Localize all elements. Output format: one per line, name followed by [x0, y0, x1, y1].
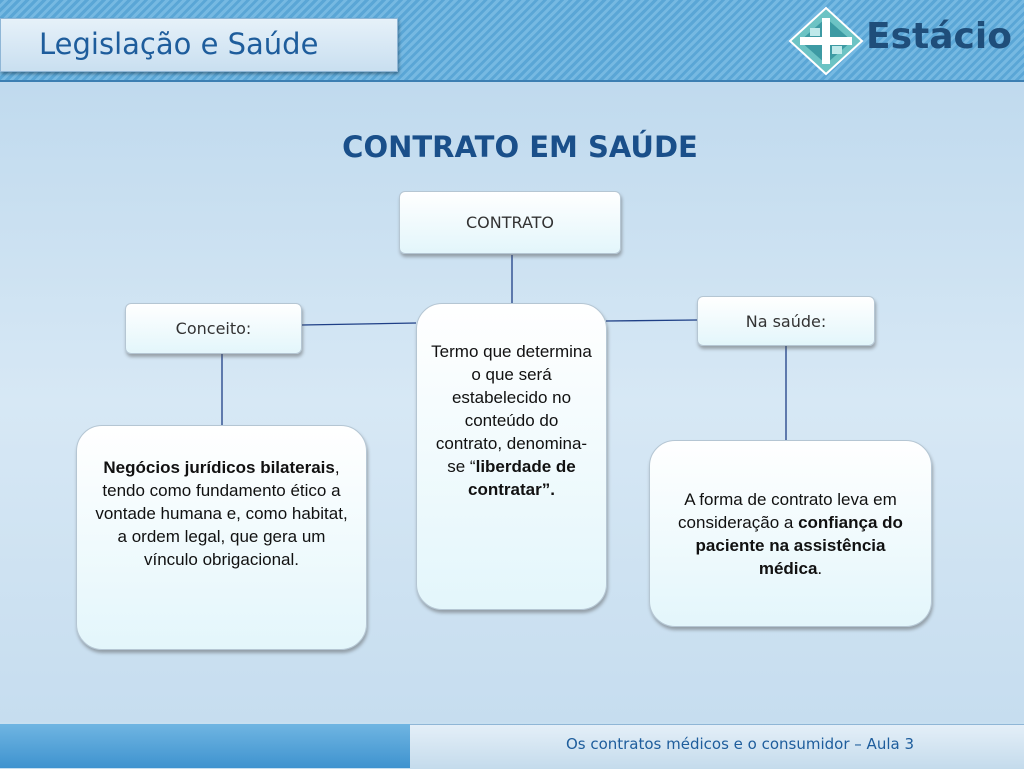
- concept-bold: Negócios jurídicos bilaterais: [103, 458, 335, 477]
- na-saude-node: [697, 296, 875, 346]
- concept-node: [76, 425, 367, 650]
- footer-text: Os contratos médicos e o consumidor – Aula 3: [565, 735, 914, 753]
- connector-center-nasaude: [606, 320, 697, 321]
- contrato-node: [399, 191, 621, 254]
- definition-bold: liberdade de contratar”.: [468, 457, 576, 499]
- connector-conceito-center: [302, 323, 416, 325]
- health-end: .: [817, 558, 823, 578]
- health-bold: confiança do paciente na assistência médica: [695, 512, 903, 578]
- logo-text: Estácio: [866, 16, 1012, 57]
- conceito-node: [125, 303, 302, 354]
- footer-bar: [410, 724, 1024, 769]
- course-title: Legislação e Saúde: [39, 27, 319, 61]
- concept-text: , tendo como fundamento ético a vontade humana e, como habitat, a ordem legal, que gera um vínculo obrigacional.: [95, 458, 348, 569]
- na-saude-label: Na saúde:: [745, 311, 827, 331]
- conceito-label: Conceito:: [175, 319, 252, 338]
- health-text: A forma de contrato leva em consideração a: [678, 489, 897, 532]
- definition-text: Termo que determina o que será estabelecido no conteúdo do contrato, denomina-se “: [431, 342, 592, 476]
- footer-left-bar: [0, 724, 410, 768]
- definition-node: [416, 303, 607, 610]
- slide-title: CONTRATO EM SAÚDE: [342, 130, 698, 164]
- health-node: [649, 440, 932, 627]
- contrato-label: CONTRATO: [465, 213, 555, 232]
